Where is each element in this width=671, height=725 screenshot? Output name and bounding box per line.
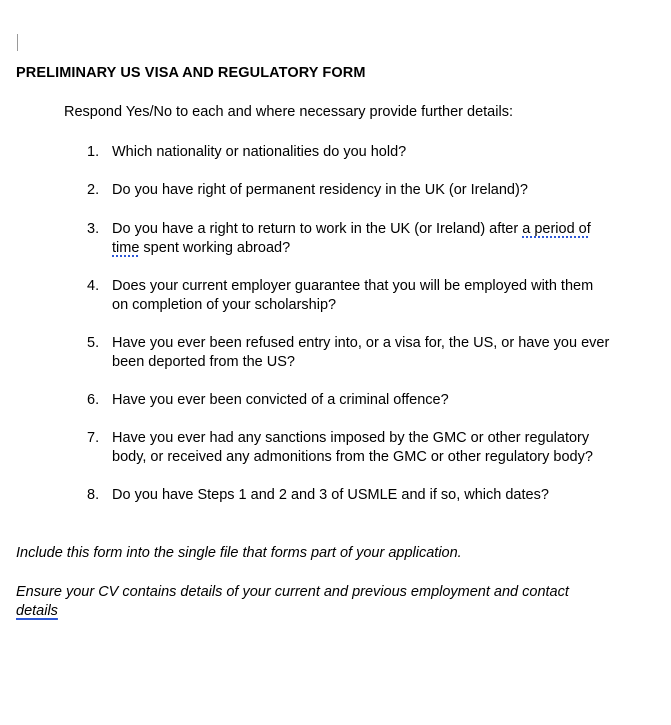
question-text xyxy=(112,277,642,315)
note-cv-details xyxy=(16,583,616,621)
question-number: 6. xyxy=(87,392,100,408)
question-text xyxy=(112,220,642,258)
question-text xyxy=(112,334,642,372)
note-include-form: Include this form into the single file that forms part of your application. xyxy=(16,545,462,561)
instructions-text: Respond Yes/No to each and where necessary provide further details: xyxy=(64,104,513,120)
question-text xyxy=(112,143,642,162)
question-number: 1. xyxy=(87,144,100,160)
note-line: Ensure your CV contains details of your current and previous employment and contact xyxy=(16,584,569,600)
question-number: 5. xyxy=(87,335,100,351)
question-line: Do you have Steps 1 and 2 and 3 of USMLE and if so, which dates? xyxy=(112,487,549,503)
spelling-flag[interactable]: details xyxy=(16,603,58,619)
grammar-flag[interactable]: time xyxy=(112,240,140,256)
question-number: 7. xyxy=(87,430,100,446)
question-number: 4. xyxy=(87,278,100,294)
question-number: 2. xyxy=(87,182,100,198)
text-cursor xyxy=(17,34,18,51)
question-line: Have you ever had any sanctions imposed by the GMC or other regulatory xyxy=(112,430,590,446)
question-line: Does your current employer guarantee that you will be employed with them xyxy=(112,278,594,294)
form-title: PRELIMINARY US VISA AND REGULATORY FORM xyxy=(16,65,366,81)
question-text xyxy=(112,486,642,505)
question-text xyxy=(112,181,642,200)
question-line: Do you have right of permanent residency in the UK (or Ireland)? xyxy=(112,182,528,198)
question-line: Which nationality or nationalities do you hold? xyxy=(112,144,407,160)
question-number: 3. xyxy=(87,221,100,237)
question-line: Have you ever been convicted of a criminal offence? xyxy=(112,392,449,408)
question-text xyxy=(112,391,642,410)
grammar-flag[interactable]: a period of xyxy=(522,221,591,237)
question-line: body, or received any admonitions from the GMC or other regulatory body? xyxy=(112,449,593,465)
question-line: spent working abroad? xyxy=(139,240,291,256)
question-line: Have you ever been refused entry into, or a visa for, the US, or have you ever xyxy=(112,335,610,351)
question-line: been deported from the US? xyxy=(112,354,295,370)
question-number: 8. xyxy=(87,487,100,503)
question-line: Do you have a right to return to work in the UK (or Ireland) after xyxy=(112,221,523,237)
question-text xyxy=(112,429,642,467)
question-line: on completion of your scholarship? xyxy=(112,297,337,313)
